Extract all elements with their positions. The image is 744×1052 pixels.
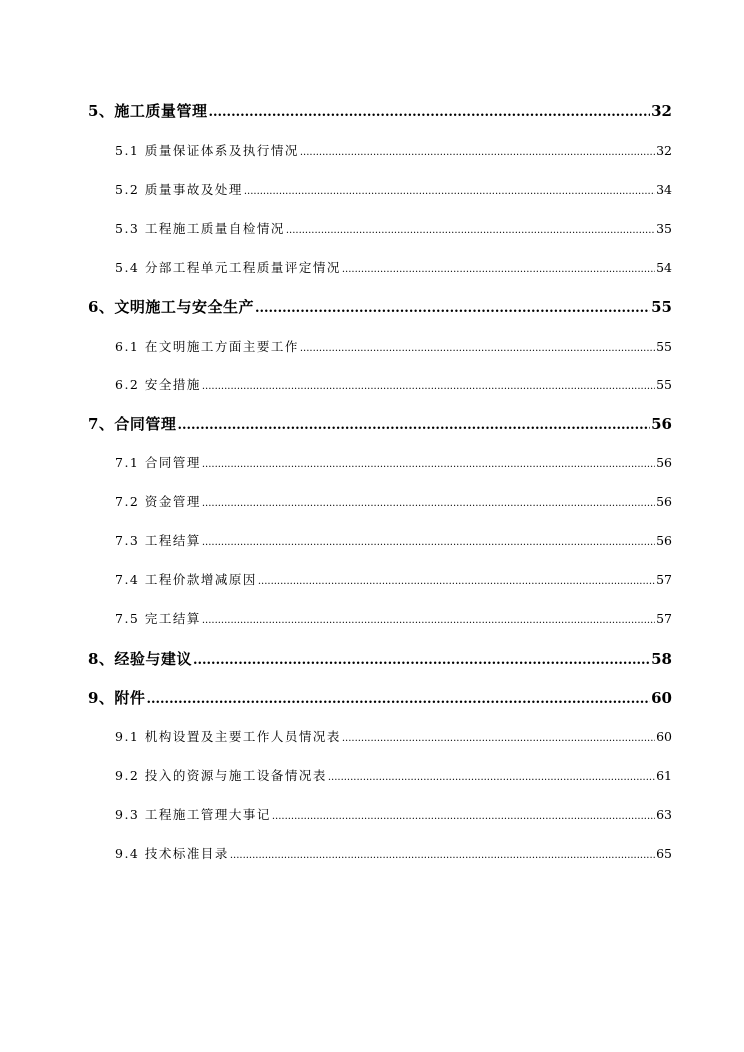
toc-entry-page: 57 xyxy=(656,611,672,626)
toc-entry-title: 5.2 质量事故及处理 xyxy=(115,182,243,197)
toc-entry-page: 56 xyxy=(656,533,672,548)
toc-subentry-7-3[interactable] xyxy=(115,531,672,549)
toc-entry-title: 7.4 工程价款增减原因 xyxy=(115,572,257,587)
toc-heading-6[interactable] xyxy=(88,296,672,317)
toc-entry-title: 7.3 工程结算 xyxy=(115,533,201,548)
dot-leader xyxy=(300,147,655,158)
dot-leader xyxy=(286,225,655,236)
toc-entry-page: 54 xyxy=(656,260,672,275)
toc-entry-title: 8、经验与建议 xyxy=(88,650,192,668)
toc-subentry-9-2[interactable] xyxy=(115,766,672,784)
toc-entry-title: 6、文明施工与安全生产 xyxy=(88,298,254,316)
toc-subentry-5-2[interactable] xyxy=(115,180,672,198)
toc-subentry-9-4[interactable] xyxy=(115,844,672,862)
toc-entry-title: 5.4 分部工程单元工程质量评定情况 xyxy=(115,260,341,275)
toc-entry-title: 5.1 质量保证体系及执行情况 xyxy=(115,143,299,158)
toc-entry-page: 34 xyxy=(656,182,672,197)
toc-subentry-5-1[interactable] xyxy=(115,141,672,159)
dot-leader xyxy=(202,615,655,626)
dot-leader xyxy=(272,811,655,822)
dot-leader xyxy=(342,264,655,275)
dot-leader xyxy=(230,850,655,861)
dot-leader xyxy=(342,733,655,744)
toc-entry-page: 61 xyxy=(656,768,672,783)
toc-entry-title: 6.2 安全措施 xyxy=(115,377,201,392)
toc-subentry-7-4[interactable] xyxy=(115,570,672,588)
dot-leader xyxy=(300,343,655,354)
toc-entry-page: 32 xyxy=(651,102,672,120)
toc-entry-title: 7.5 完工结算 xyxy=(115,611,201,626)
toc-subentry-6-1[interactable] xyxy=(115,337,672,355)
toc-entry-page: 63 xyxy=(656,807,672,822)
toc-heading-9[interactable] xyxy=(88,687,672,708)
dot-leader xyxy=(193,653,650,668)
toc-subentry-7-1[interactable] xyxy=(115,453,672,471)
toc-entry-page: 55 xyxy=(651,298,672,316)
toc-subentry-7-5[interactable] xyxy=(115,609,672,627)
toc-entry-page: 32 xyxy=(656,143,672,158)
dot-leader xyxy=(258,576,655,587)
toc-subentry-6-2[interactable] xyxy=(115,375,672,393)
dot-leader xyxy=(255,301,650,316)
toc-entry-page: 56 xyxy=(656,494,672,509)
toc-entry-title: 9.3 工程施工管理大事记 xyxy=(115,807,271,822)
toc-entry-title: 7、合同管理 xyxy=(88,415,177,433)
dot-leader xyxy=(202,537,655,548)
toc-entry-page: 56 xyxy=(651,415,672,433)
dot-leader xyxy=(208,105,650,120)
toc-heading-8[interactable] xyxy=(88,648,672,669)
toc-entry-page: 60 xyxy=(651,689,672,707)
toc-entry-page: 56 xyxy=(656,455,672,470)
toc-entry-page: 35 xyxy=(656,221,672,236)
dot-leader xyxy=(328,772,655,783)
toc-heading-7[interactable] xyxy=(88,413,672,434)
toc-entry-title: 7.1 合同管理 xyxy=(115,455,201,470)
toc-subentry-9-1[interactable] xyxy=(115,727,672,745)
toc-entry-title: 9.1 机构设置及主要工作人员情况表 xyxy=(115,729,341,744)
toc-subentry-7-2[interactable] xyxy=(115,492,672,510)
toc-entry-title: 9.2 投入的资源与施工设备情况表 xyxy=(115,768,327,783)
toc-entry-page: 60 xyxy=(656,729,672,744)
toc-entry-page: 58 xyxy=(651,650,672,668)
dot-leader xyxy=(202,381,655,392)
toc-entry-page: 65 xyxy=(656,846,672,861)
toc-entry-title: 5.3 工程施工质量自检情况 xyxy=(115,221,285,236)
toc-entry-page: 55 xyxy=(656,339,672,354)
dot-leader xyxy=(177,418,650,433)
dot-leader xyxy=(146,692,650,707)
toc-entry-title: 9、附件 xyxy=(88,689,146,707)
dot-leader xyxy=(244,186,655,197)
toc-entry-title: 5、施工质量管理 xyxy=(88,102,208,120)
toc-entry-title: 9.4 技术标准目录 xyxy=(115,846,229,861)
dot-leader xyxy=(202,498,655,509)
toc-heading-5[interactable] xyxy=(88,100,672,121)
toc-entry-page: 57 xyxy=(656,572,672,587)
toc-subentry-9-3[interactable] xyxy=(115,805,672,823)
toc-entry-title: 7.2 资金管理 xyxy=(115,494,201,509)
toc-entry-page: 55 xyxy=(656,377,672,392)
toc-entry-title: 6.1 在文明施工方面主要工作 xyxy=(115,339,299,354)
dot-leader xyxy=(202,459,655,470)
toc-subentry-5-3[interactable] xyxy=(115,219,672,237)
toc-subentry-5-4[interactable] xyxy=(115,258,672,276)
